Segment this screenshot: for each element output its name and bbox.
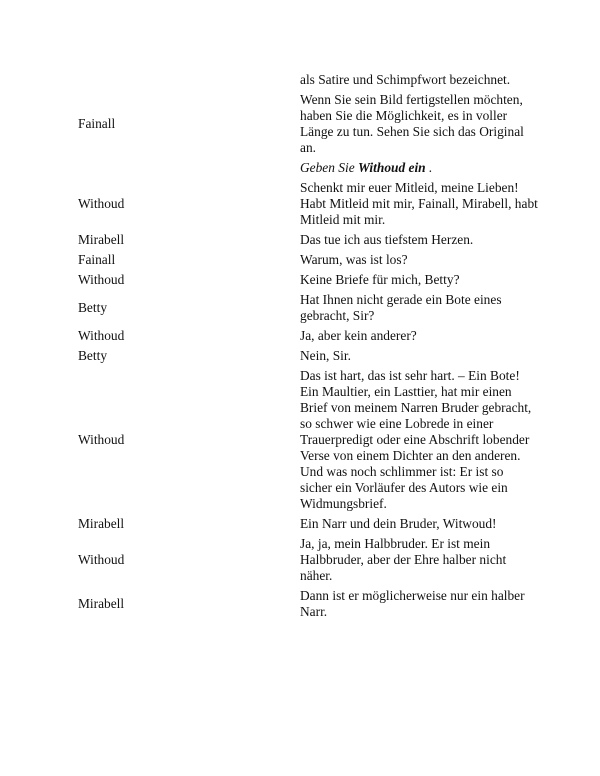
dialogue-row xyxy=(78,178,538,230)
dialogue-text: Ein Narr und dein Bruder, Witwoud! xyxy=(300,516,497,531)
dialogue-text: Das ist hart, das ist sehr hart. – Ein Bote! Ein Maultier, ein Lasttier, hat mir einen Brief von meinem Narren Bruder gebracht, so schwer wie eine Lobrede in einer Trauerpredigt oder eine Abschrift lobender Verse von einem Dichter an den anderen. Und was noch schlimmer ist: Er ist so sicher ein Vorläufer des Autors wie ein Widmungsbrief. xyxy=(300,368,532,511)
dialogue-text: Nein, Sir. xyxy=(300,348,351,363)
speaker-name xyxy=(78,158,300,178)
speaker-name: Mirabell xyxy=(78,232,125,247)
speaker-name: Withoud xyxy=(78,196,125,211)
dialogue-text: als Satire und Schimpfwort bezeichnet. xyxy=(300,72,511,87)
speaker-name: Withoud xyxy=(78,328,125,343)
speaker-name xyxy=(78,70,300,90)
stage-direction-name: Withoud ein xyxy=(358,160,426,175)
stage-direction-prefix: Geben Sie xyxy=(300,160,359,175)
dialogue-row xyxy=(78,90,538,158)
dialogue-text: Das tue ich aus tiefstem Herzen. xyxy=(300,232,474,247)
dialogue-table xyxy=(78,70,538,622)
speaker-name: Withoud xyxy=(78,272,125,287)
dialogue-row xyxy=(78,346,538,366)
dialogue-row xyxy=(78,250,538,270)
dialogue-row xyxy=(78,534,538,586)
speaker-name: Betty xyxy=(78,348,108,363)
dialogue-row xyxy=(78,366,538,514)
speaker-name: Mirabell xyxy=(78,596,125,611)
dialogue-row xyxy=(78,514,538,534)
dialogue-text: Dann ist er möglicherweise nur ein halber Narr. xyxy=(300,588,525,619)
speaker-name: Withoud xyxy=(78,432,125,447)
dialogue-row xyxy=(78,586,538,622)
dialogue-row xyxy=(78,290,538,326)
dialogue-row xyxy=(78,230,538,250)
stage-direction xyxy=(300,158,538,178)
dialogue-text: Ja, aber kein anderer? xyxy=(300,328,417,343)
dialogue-row xyxy=(78,270,538,290)
dialogue-row xyxy=(78,326,538,346)
dialogue-text: Warum, was ist los? xyxy=(300,252,408,267)
speaker-name: Mirabell xyxy=(78,516,125,531)
dialogue-text: Hat Ihnen nicht gerade ein Bote eines gebracht, Sir? xyxy=(300,292,502,323)
dialogue-text: Wenn Sie sein Bild fertigstellen möchten, haben Sie die Möglichkeit, es in voller Länge zu tun. Sehen Sie sich das Original an. xyxy=(300,92,524,155)
dialogue-text: Ja, ja, mein Halbbruder. Er ist mein Halbbruder, aber der Ehre halber nicht näher. xyxy=(300,536,507,583)
speaker-name: Fainall xyxy=(78,252,116,267)
speaker-name: Betty xyxy=(78,300,108,315)
dialogue-text: Schenkt mir euer Mitleid, meine Lieben! Habt Mitleid mit mir, Fainall, Mirabell, habt Mitleid mit mir. xyxy=(300,180,538,227)
speaker-name: Fainall xyxy=(78,116,116,131)
stage-direction-suffix: . xyxy=(425,160,433,175)
stage-direction-row xyxy=(78,158,538,178)
speaker-name: Withoud xyxy=(78,552,125,567)
dialogue-row xyxy=(78,70,538,90)
dialogue-text: Keine Briefe für mich, Betty? xyxy=(300,272,460,287)
